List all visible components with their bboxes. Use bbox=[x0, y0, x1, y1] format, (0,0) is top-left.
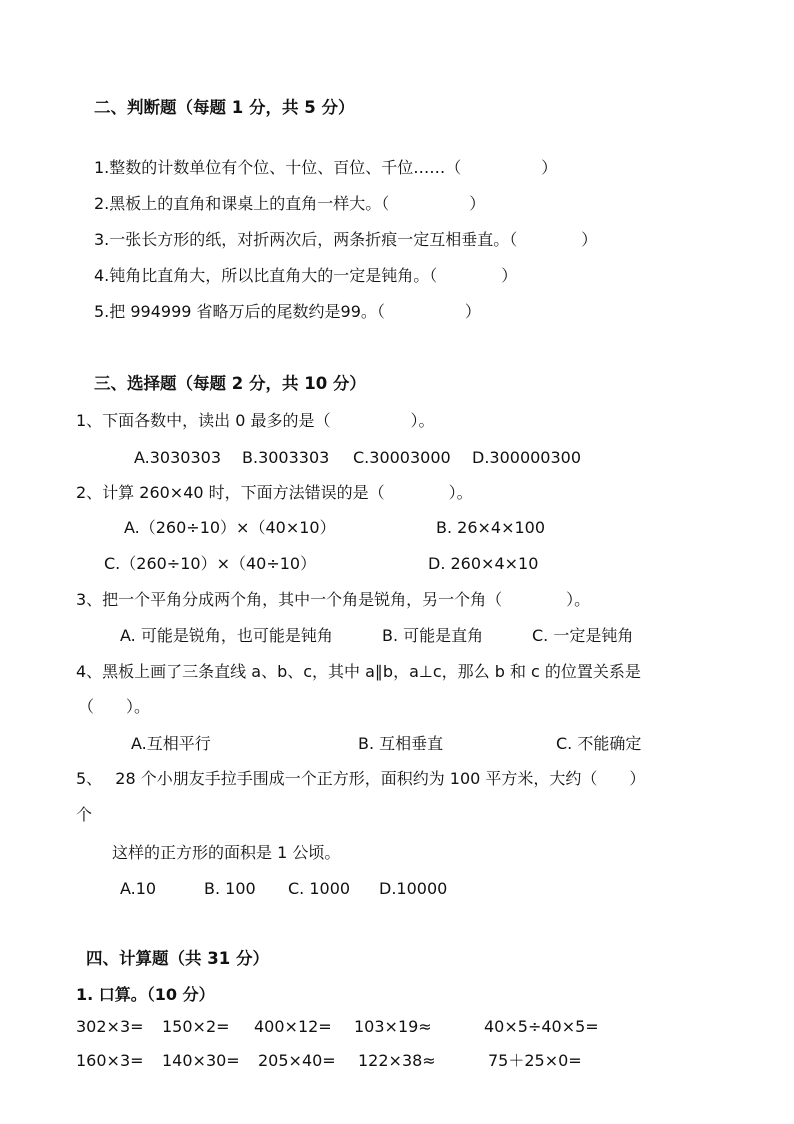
calc-r2-c1: 160×3= bbox=[76, 1051, 144, 1070]
choice-q3-option-c: C. 一定是钝角 bbox=[532, 626, 634, 645]
choice-q5-stem-cont: 个 bbox=[76, 805, 93, 824]
choice-q2-option-a: A.（260÷10）×（40×10） bbox=[124, 518, 336, 537]
choice-q1-stem: 1、下面各数中，读出 0 最多的是（ ）。 bbox=[76, 411, 435, 430]
choice-q1-option-b: B.3003303 bbox=[242, 448, 330, 467]
calc-r2-c5: 75＋25×0= bbox=[488, 1051, 582, 1070]
section3-title: 三、选择题（每题 2 分，共 10 分） bbox=[94, 374, 366, 393]
choice-q2-option-d: D. 260×4×10 bbox=[428, 554, 539, 573]
choice-q4-stem: 4、黑板上画了三条直线 a、b、c，其中 a∥b，a⊥c，那么 b 和 c 的位置关系是 bbox=[76, 662, 641, 681]
calc-r1-c3: 400×12= bbox=[254, 1017, 332, 1036]
choice-q5-stem: 5、 28 个小朋友手拉手围成一个正方形，面积约为 100 平方米，大约（ ） bbox=[76, 769, 646, 788]
choice-q2-option-c: C.（260÷10）×（40÷10） bbox=[104, 554, 317, 573]
judge-item-3: 3.一张长方形的纸，对折两次后，两条折痕一定互相垂直。（ ） bbox=[94, 230, 598, 249]
calc-r2-c3: 205×40= bbox=[258, 1051, 336, 1070]
section2-title: 二、判断题（每题 1 分，共 5 分） bbox=[94, 98, 355, 117]
calc-r1-c2: 150×2= bbox=[162, 1017, 230, 1036]
judge-item-5: 5.把 994999 省略万后的尾数约是99。（ ） bbox=[94, 302, 481, 321]
choice-q3-option-a: A. 可能是锐角，也可能是钝角 bbox=[120, 626, 333, 645]
calc-r1-c5: 40×5÷40×5= bbox=[484, 1017, 599, 1036]
oral-calc-heading: 1. 口算。（10 分） bbox=[76, 985, 215, 1004]
choice-q2-stem: 2、计算 260×40 时，下面方法错误的是（ ）。 bbox=[76, 483, 473, 502]
calc-r1-c4: 103×19≈ bbox=[354, 1017, 432, 1036]
choice-q5-option-a: A.10 bbox=[120, 879, 157, 898]
choice-q5-option-b: B. 100 bbox=[204, 879, 256, 898]
calc-r1-c1: 302×3= bbox=[76, 1017, 144, 1036]
choice-q5-option-d: D.10000 bbox=[379, 879, 448, 898]
choice-q1-option-d: D.300000300 bbox=[472, 448, 582, 467]
choice-q2-option-b: B. 26×4×100 bbox=[436, 518, 546, 537]
calc-r2-c4: 122×38≈ bbox=[358, 1051, 436, 1070]
choice-q4-option-c: C. 不能确定 bbox=[556, 734, 642, 753]
choice-q1-option-c: C.30003000 bbox=[353, 448, 451, 467]
judge-item-2: 2.黑板上的直角和课桌上的直角一样大。（ ） bbox=[94, 194, 486, 213]
choice-q5-stem-cont2: 这样的正方形的面积是 1 公顷。 bbox=[112, 843, 341, 862]
choice-q4-option-a: A.互相平行 bbox=[131, 734, 211, 753]
choice-q3-option-b: B. 可能是直角 bbox=[382, 626, 484, 645]
judge-item-1: 1.整数的计数单位有个位、十位、百位、千位……（ ） bbox=[94, 158, 558, 177]
judge-item-4: 4.钝角比直角大，所以比直角大的一定是钝角。（ ） bbox=[94, 266, 518, 285]
section4-title: 四、计算题（共 31 分） bbox=[86, 949, 269, 968]
choice-q1-option-a: A.3030303 bbox=[134, 448, 222, 467]
calc-r2-c2: 140×30= bbox=[162, 1051, 240, 1070]
choice-q4-option-b: B. 互相垂直 bbox=[358, 734, 444, 753]
choice-q4-stem-cont: （ ）。 bbox=[78, 697, 151, 716]
choice-q5-option-c: C. 1000 bbox=[288, 879, 351, 898]
choice-q3-stem: 3、把一个平角分成两个角，其中一个角是锐角，另一个角（ ）。 bbox=[76, 590, 591, 609]
